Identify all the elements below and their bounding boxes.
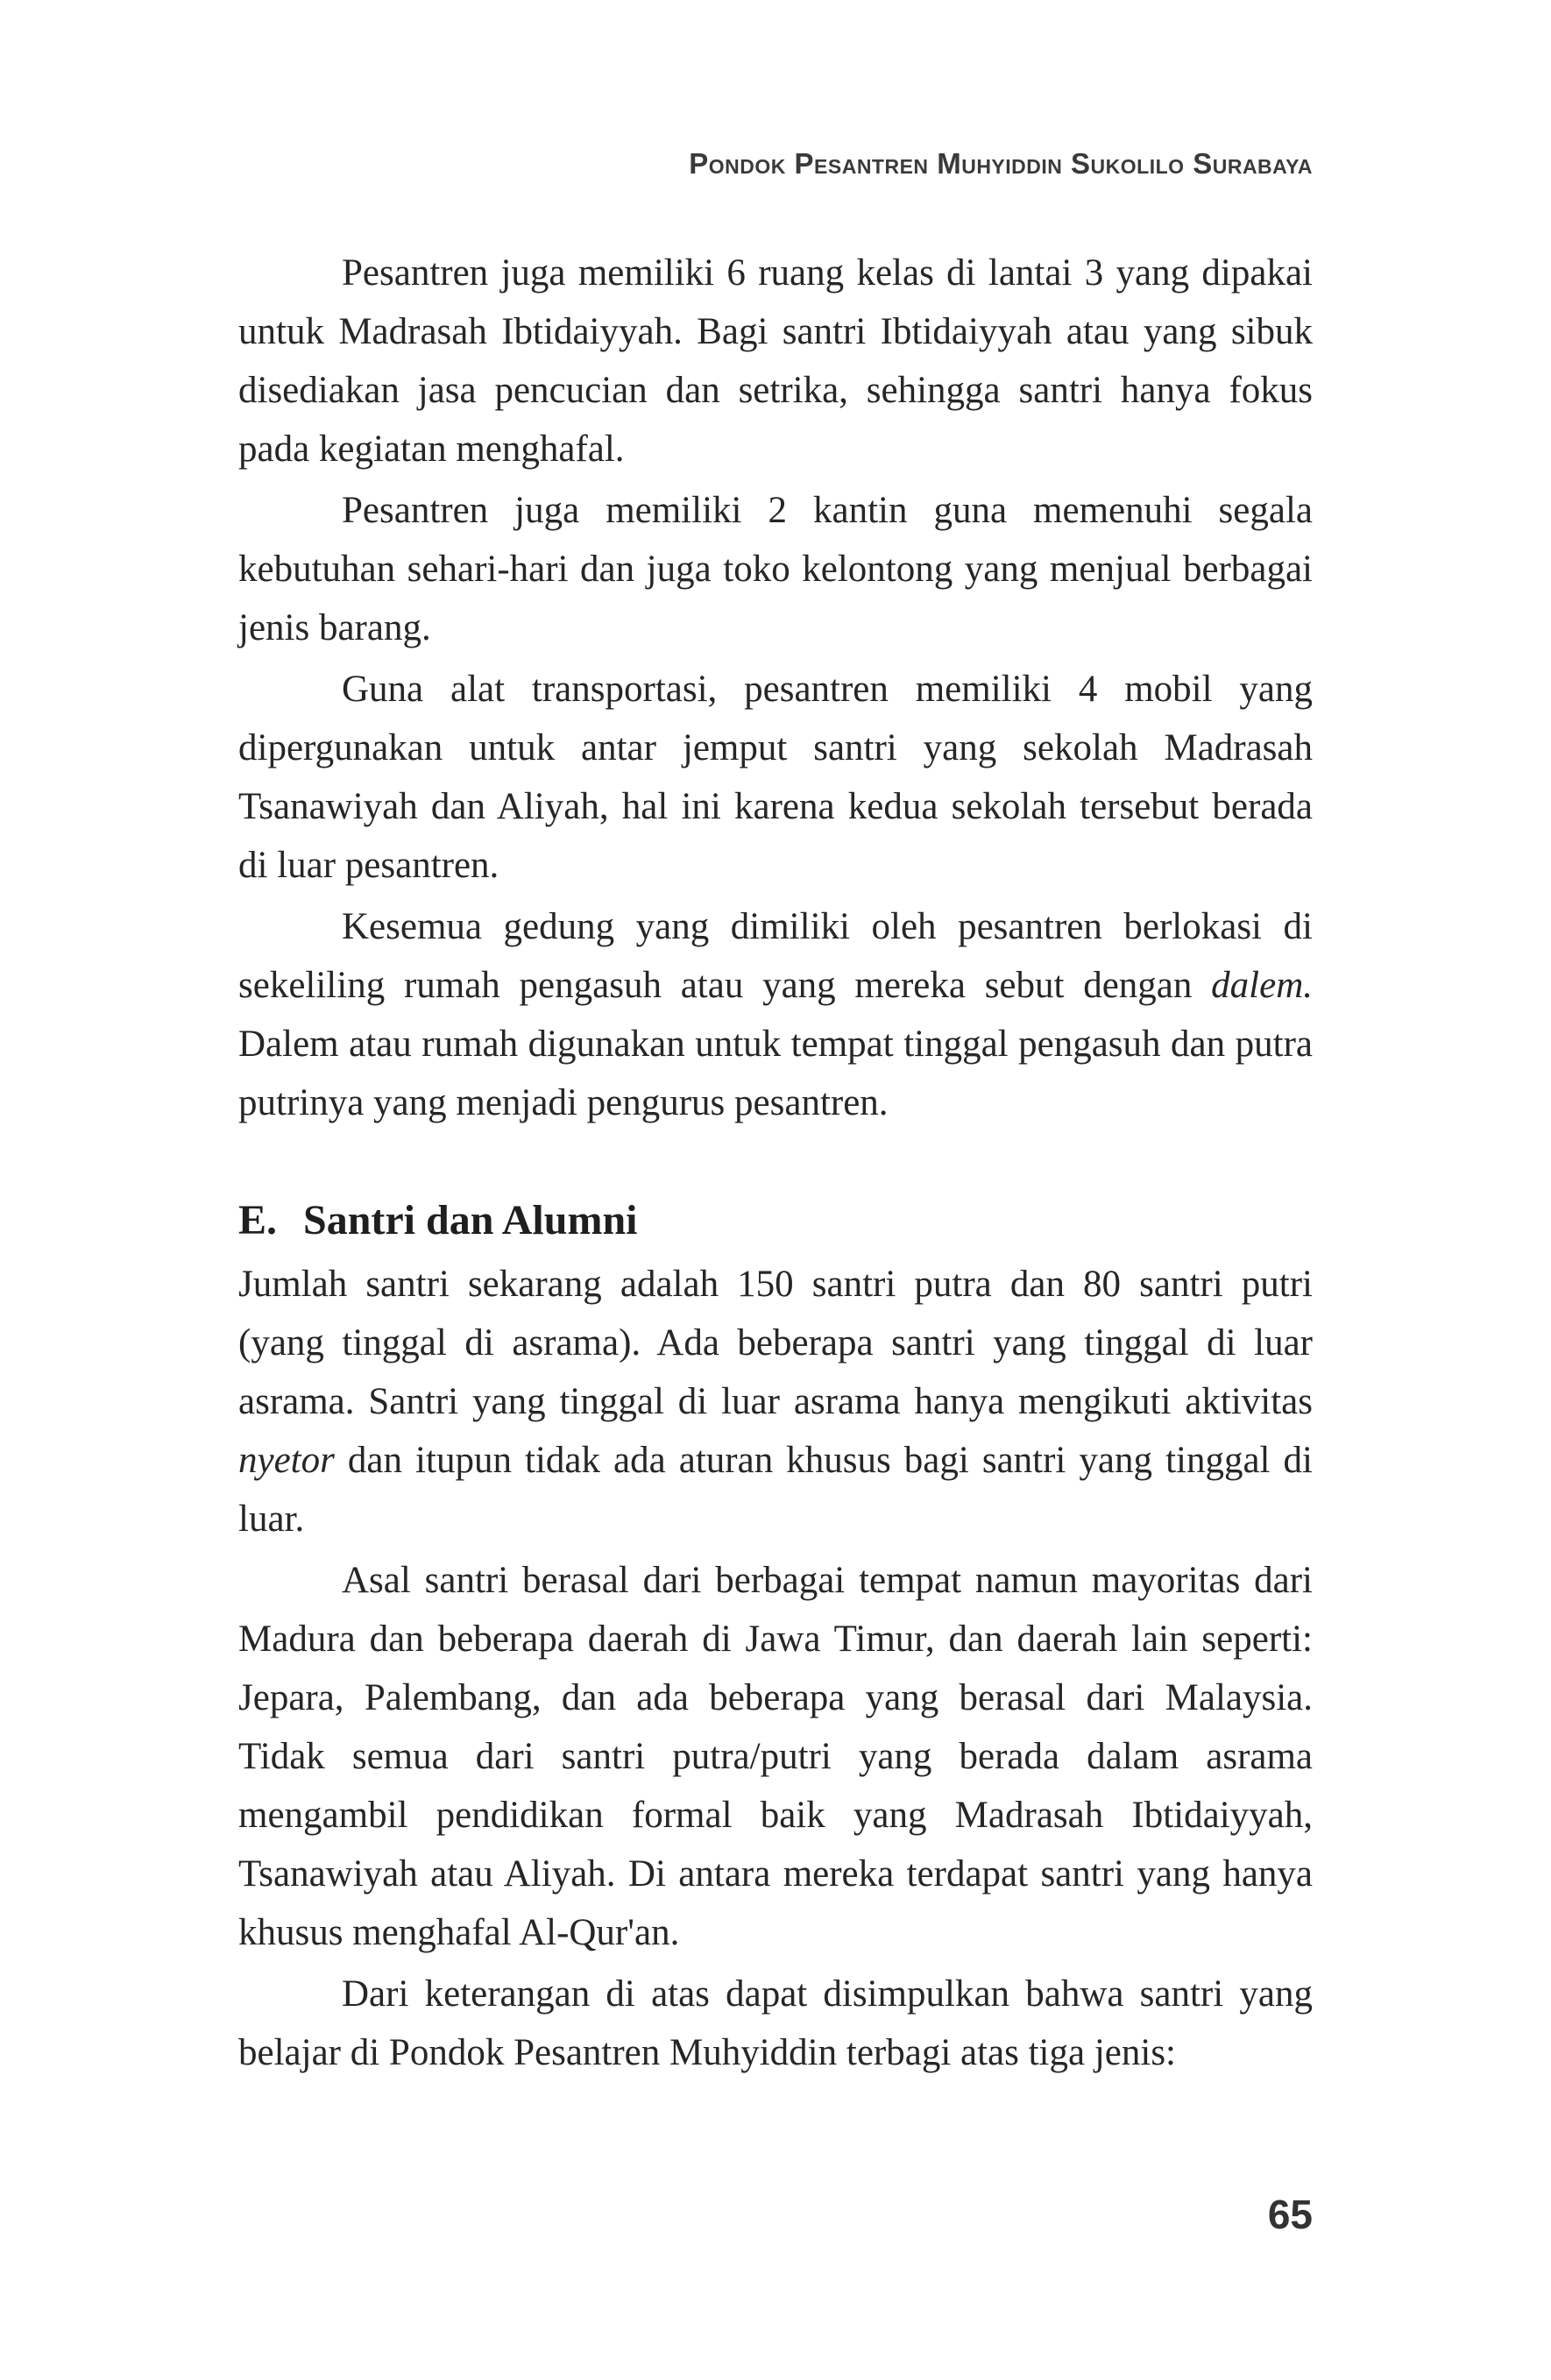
paragraph-buildings — [238, 897, 1313, 1132]
section-title: Santri dan Alumni — [303, 1197, 638, 1243]
page-number: 65 — [1267, 2192, 1313, 2237]
paragraph-text: dan itupun tidak ada aturan khusus bagi santri yang tinggal di luar. — [238, 1440, 1313, 1540]
running-header: Pondok Pesantren Muhyiddin Sukolilo Surabaya — [689, 147, 1313, 180]
italic-term-dalem: dalem. — [1211, 965, 1313, 1006]
section-number: E. — [238, 1197, 278, 1243]
paragraph-santri-count — [238, 1255, 1313, 1548]
paragraph-conclusion: Dari keterangan di atas dapat disimpulkan bahwa santri yang belajar di Pondok Pesantren Muhyiddin terbagi atas tiga jenis: — [238, 1973, 1313, 2073]
paragraph-canteens: Pesantren juga memiliki 2 kantin guna memenuhi segala kebutuhan sehari-hari dan juga toko kelontong yang menjual berbagai jenis barang. — [238, 490, 1313, 648]
body-text — [238, 244, 1313, 2085]
paragraph-text: Kesemua gedung yang dimiliki oleh pesantren berlokasi di sekeliling rumah pengasuh atau yang mereka sebut dengan — [238, 906, 1313, 1006]
paragraph-santri-origin: Asal santri berasal dari berbagai tempat namun mayoritas dari Madura dan beberapa daerah di Jawa Timur, dan daerah lain seperti: Jepara, Palembang, dan ada beberapa yang berasal dari Malaysia. Tidak semua dari santri putra/putri yang berada dalam asrama mengambil pendidikan formal baik yang Madrasah Ibtidaiyyah, Tsanawiyah atau Aliyah. Di antara mereka terdapat santri yang hanya khusus menghafal Al-Qur'an. — [238, 1560, 1313, 1953]
paragraph-text: Jumlah santri sekarang adalah 150 santri putra dan 80 santri putri (yang tinggal di asrama). Ada beberapa santri yang tinggal di luar asrama. Santri yang tinggal di luar asrama hanya mengikuti aktivitas — [238, 1264, 1313, 1422]
paragraph-text: Dalem atau rumah digunakan untuk tempat tinggal pengasuh dan putra putrinya yang menjadi pengurus pesantren. — [238, 1024, 1313, 1123]
section-heading — [238, 1192, 1313, 1250]
italic-term-nyetor: nyetor — [238, 1440, 335, 1481]
paragraph-classrooms: Pesantren juga memiliki 6 ruang kelas di lantai 3 yang dipakai untuk Madrasah Ibtidaiyyah. Bagi santri Ibtidaiyyah atau yang sibuk disediakan jasa pencucian dan setrika, sehingga santri hanya fokus pada kegiatan menghafal. — [238, 252, 1313, 470]
paragraph-transportation: Guna alat transportasi, pesantren memiliki 4 mobil yang dipergunakan untuk antar jemput santri yang sekolah Madrasah Tsanawiyah dan Aliyah, hal ini karena kedua sekolah tersebut berada di luar pesantren. — [238, 669, 1313, 886]
